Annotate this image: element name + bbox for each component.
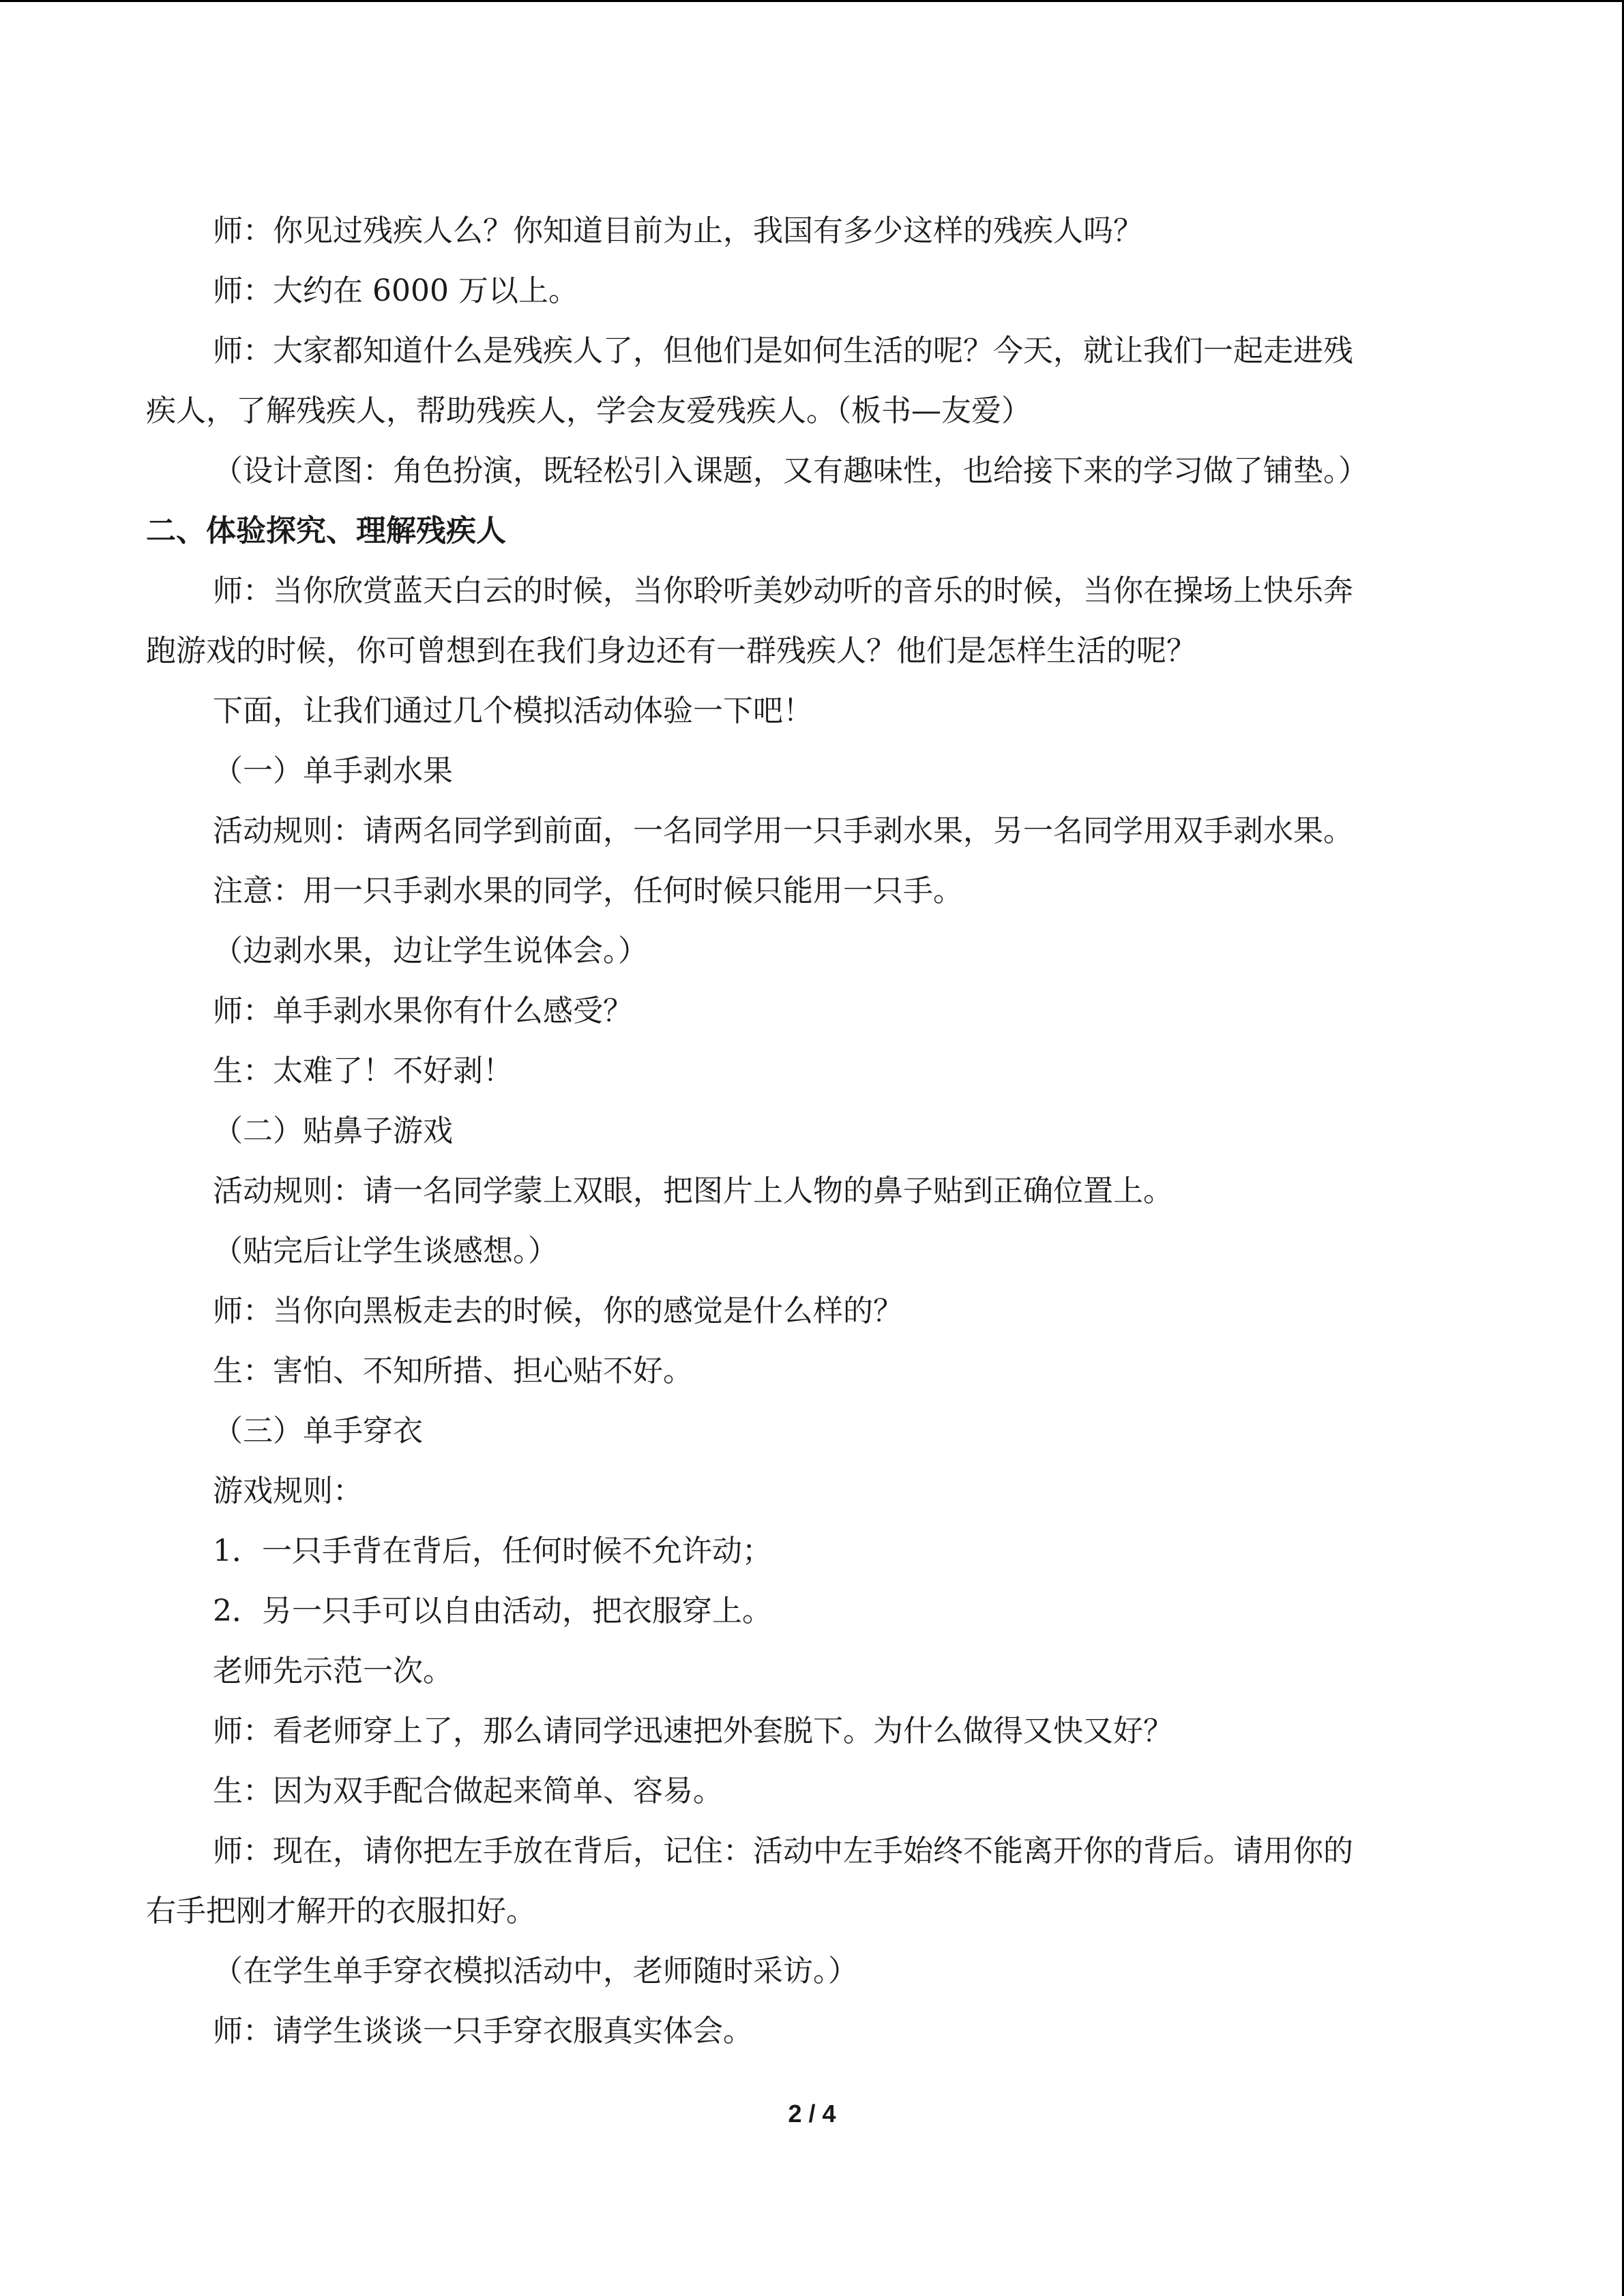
paragraph-line: 跑游戏的时候，你可曾想到在我们身边还有一群残疾人？他们是怎样生活的呢？ xyxy=(146,633,1196,668)
section-heading: 二、体验探究、理解残疾人 xyxy=(146,513,506,548)
paragraph-line: 师：现在，请你把左手放在背后，记住：活动中左手始终不能离开你的背后。请用你的 xyxy=(213,1834,1353,1868)
paragraph-line: 下面，让我们通过几个模拟活动体验一下吧！ xyxy=(213,694,813,728)
paragraph-line: 师：看老师穿上了，那么请同学迅速把外套脱下。为什么做得又快又好？ xyxy=(213,1714,1173,1748)
paragraph-line: 游戏规则： xyxy=(213,1474,363,1508)
paragraph-line: 生：害怕、不知所措、担心贴不好。 xyxy=(213,1354,693,1388)
paragraph-line: 活动规则：请一名同学蒙上双眼，把图片上人物的鼻子贴到正确位置上。 xyxy=(213,1174,1173,1208)
paragraph-line: （贴完后让学生谈感想。） xyxy=(213,1234,558,1268)
paragraph-line: 老师先示范一次。 xyxy=(213,1654,453,1688)
paragraph-line: （在学生单手穿衣模拟活动中，老师随时采访。） xyxy=(213,1954,858,1988)
paragraph-line: 右手把刚才解开的衣服扣好。 xyxy=(146,1894,536,1928)
paragraph-line: 师：你见过残疾人么？你知道目前为止，我国有多少这样的残疾人吗？ xyxy=(213,213,1143,248)
paragraph-line: 师：单手剥水果你有什么感受？ xyxy=(213,994,633,1028)
page-number: 2 / 4 xyxy=(788,2100,836,2128)
paragraph-line: 师：大家都知道什么是残疾人了，但他们是如何生活的呢？今天，就让我们一起走进残 xyxy=(213,333,1353,368)
paragraph-line: 师：当你欣赏蓝天白云的时候，当你聆听美妙动听的音乐的时候，当你在操场上快乐奔 xyxy=(213,573,1353,608)
paragraph-line: （边剥水果，边让学生说体会。） xyxy=(213,934,648,968)
paragraph-line: （三）单手穿衣 xyxy=(213,1414,423,1448)
paragraph-line: （二）贴鼻子游戏 xyxy=(213,1114,453,1148)
paragraph-line: 师：当你向黑板走去的时候，你的感觉是什么样的？ xyxy=(213,1294,903,1328)
paragraph-line: 师：大约在 6000 万以上。 xyxy=(213,273,578,308)
paragraph-line: 师：请学生谈谈一只手穿衣服真实体会。 xyxy=(213,2014,753,2048)
paragraph-line: 活动规则：请两名同学到前面，一名同学用一只手剥水果，另一名同学用双手剥水果。 xyxy=(213,814,1353,848)
paragraph-line: 生：太难了！不好剥！ xyxy=(213,1054,513,1088)
paragraph-line: 生：因为双手配合做起来简单、容易。 xyxy=(213,1774,723,1808)
paragraph-line: 1．一只手背在背后，任何时候不允许动； xyxy=(213,1534,772,1568)
paragraph-line: 疾人，了解残疾人，帮助残疾人，学会友爱残疾人。（板书—友爱） xyxy=(146,393,1031,428)
paragraph-line: （设计意图：角色扮演，既轻松引入课题，又有趣味性，也给接下来的学习做了铺垫。） xyxy=(213,453,1368,488)
paragraph-line: 2．另一只手可以自由活动，把衣服穿上。 xyxy=(213,1594,772,1628)
paragraph-line: （一）单手剥水果 xyxy=(213,754,453,788)
document-body xyxy=(146,201,1462,2061)
paragraph-line: 注意：用一只手剥水果的同学，任何时候只能用一只手。 xyxy=(213,874,963,908)
